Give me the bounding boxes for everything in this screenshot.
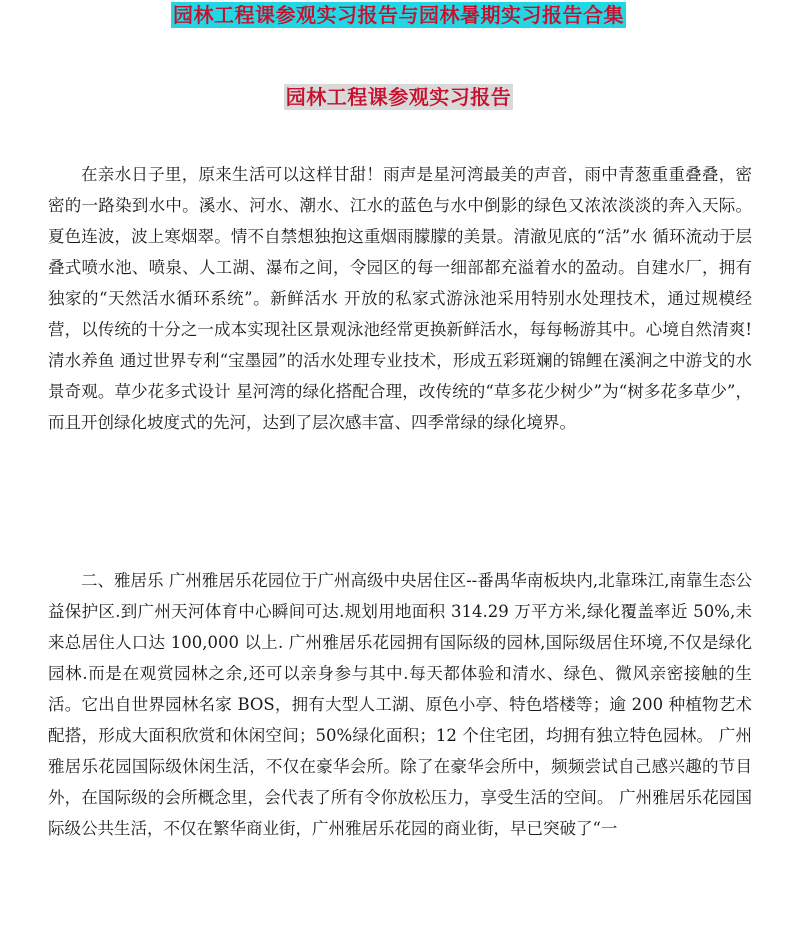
section-title: 园林工程课参观实习报告 <box>285 85 512 109</box>
body-paragraph: 在亲水日子里，原来生活可以这样甘甜！雨声是星河湾最美的声音，雨中青葱重重叠叠，密密的一路染到水中。溪水、河水、潮水、江水的蓝色与水中倒影的绿色又浓浓淡淡的奔入天际。夏色连波，波上寒烟翠。情不自禁想独抱这重烟雨朦朦的美景。清澈见底的“活”水 循环流动于层叠式喷水池、喷泉、人工湖、瀑布之间，令园区的每一细部都充溢着水的盈动。自建水厂，拥有独家的“天然活水循环系统”。新鲜活水 开放的私家式游泳池采用特别水处理技术，通过规模经营，以传统的十分之一成本实现社区景观泳池经常更换新鲜活水，每每畅游其中。心境自然清爽!清水养鱼 通过世界专利“宝墨园”的活水处理专业技术，形成五彩斑斓的锦鲤在溪涧之中游戈的水景奇观。草少花多式设计 星河湾的绿化搭配合理，改传统的“草多花少树少”为“树多花多草少”，而且开创绿化坡度式的先河，达到了层次感丰富、四季常绿的绿化境界。 <box>48 165 752 432</box>
document-title: 园林工程课参观实习报告与园林暑期实习报告合集 <box>173 3 624 27</box>
document-title-container <box>0 2 797 28</box>
section-title-container <box>0 84 797 110</box>
body-paragraph: 二、雅居乐 广州雅居乐花园位于广州高级中央居住区--番禺华南板块内,北靠珠江,南靠生态公益保护区.到广州天河体育中心瞬间可达.规划用地面积 314.29 万平方米,绿化覆盖率近 50%,未来总居住人口达 100,000 以上. 广州雅居乐花园拥有国际级的园林,国际级居住环境,不仅是绿化园林.而是在观赏园林之余,还可以亲身参与其中.每天都体验和清水、绿色、微风亲密接触的生活。它出自世界园林名家 BOS，拥有大型人工湖、原色小亭、特色塔楼等；逾 200 种植物艺术配搭，形成大面积欣赏和休闲空间；50%绿化面积；12 个住宅团，均拥有独立特色园林。 广州雅居乐花园国际级休闲生活，不仅在豪华会所。除了在豪华会所中，频频尝试自己感兴趣的节目外，在国际级的会所概念里，会代表了所有令你放松压力，享受生活的空间。 广州雅居乐花园国际级公共生活，不仅在繁华商业街，广州雅居乐花园的商业街，早已突破了“一 <box>48 571 752 838</box>
